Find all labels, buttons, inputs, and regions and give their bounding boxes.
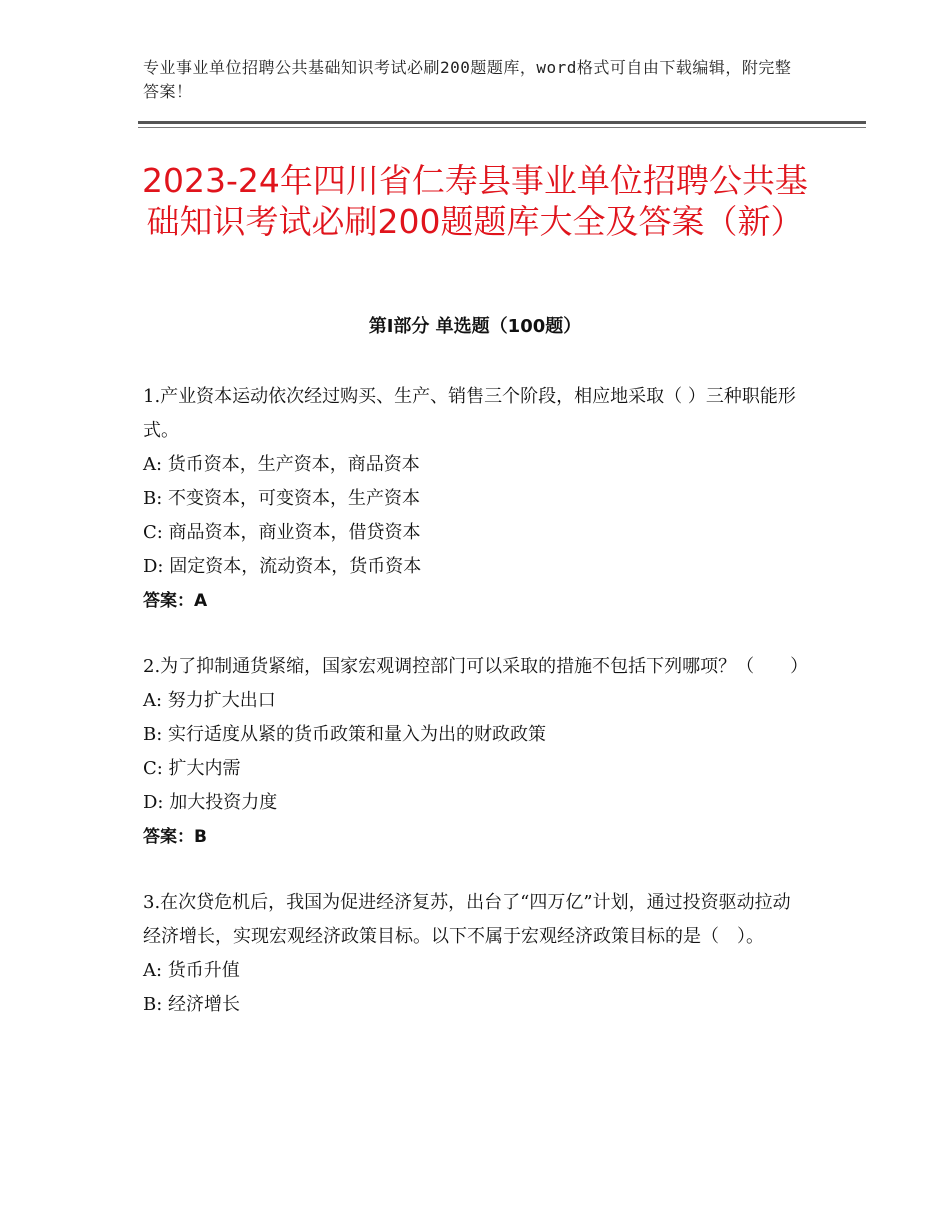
- question-2: [143, 650, 809, 854]
- option-a: A: 货币升值: [143, 960, 240, 981]
- document-title: 2023-24年四川省仁寿县事业单位招聘公共基础知识考试必刷200题题库大全及答案（新）: [142, 161, 808, 241]
- answer-line: 答案：B: [143, 827, 207, 847]
- question-stem: 2.为了抑制通货紧缩，国家宏观调控部门可以采取的措施不包括下列哪项？（ ）: [143, 656, 809, 677]
- option-b: B: 实行适度从紧的货币政策和量入为出的财政政策: [143, 724, 547, 745]
- option-a: A: 货币资本，生产资本，商品资本: [143, 454, 420, 475]
- question-3: [143, 886, 803, 1022]
- question-1: [143, 380, 803, 618]
- section-heading: 第I部分 单选题（100题）: [368, 316, 582, 337]
- header-rule-thick: [138, 121, 866, 124]
- option-c: C: 扩大内需: [143, 758, 241, 779]
- option-b: B: 不变资本，可变资本，生产资本: [143, 488, 421, 509]
- option-d: D: 加大投资力度: [143, 792, 278, 813]
- option-d: D: 固定资本，流动资本，货币资本: [143, 556, 422, 577]
- option-c: C: 商品资本，商业资本，借贷资本: [143, 522, 421, 543]
- question-stem: 1.产业资本运动依次经过购买、生产、销售三个阶段，相应地采取（ ）三种职能形式。: [143, 386, 796, 441]
- header-note: 专业事业单位招聘公共基础知识考试必刷200题题库，word格式可自由下载编辑，附完整答案！: [143, 58, 792, 101]
- option-b: B: 经济增长: [143, 994, 241, 1015]
- answer-line: 答案：A: [143, 591, 208, 611]
- question-list: [143, 380, 809, 1022]
- header-rule-thin: [138, 127, 866, 128]
- question-stem: 3.在次贷危机后，我国为促进经济复苏，出台了“四万亿”计划，通过投资驱动拉动经济增长，实现宏观经济政策目标。以下不属于宏观经济政策目标的是（ ）。: [143, 892, 791, 947]
- option-a: A: 努力扩大出口: [143, 690, 276, 711]
